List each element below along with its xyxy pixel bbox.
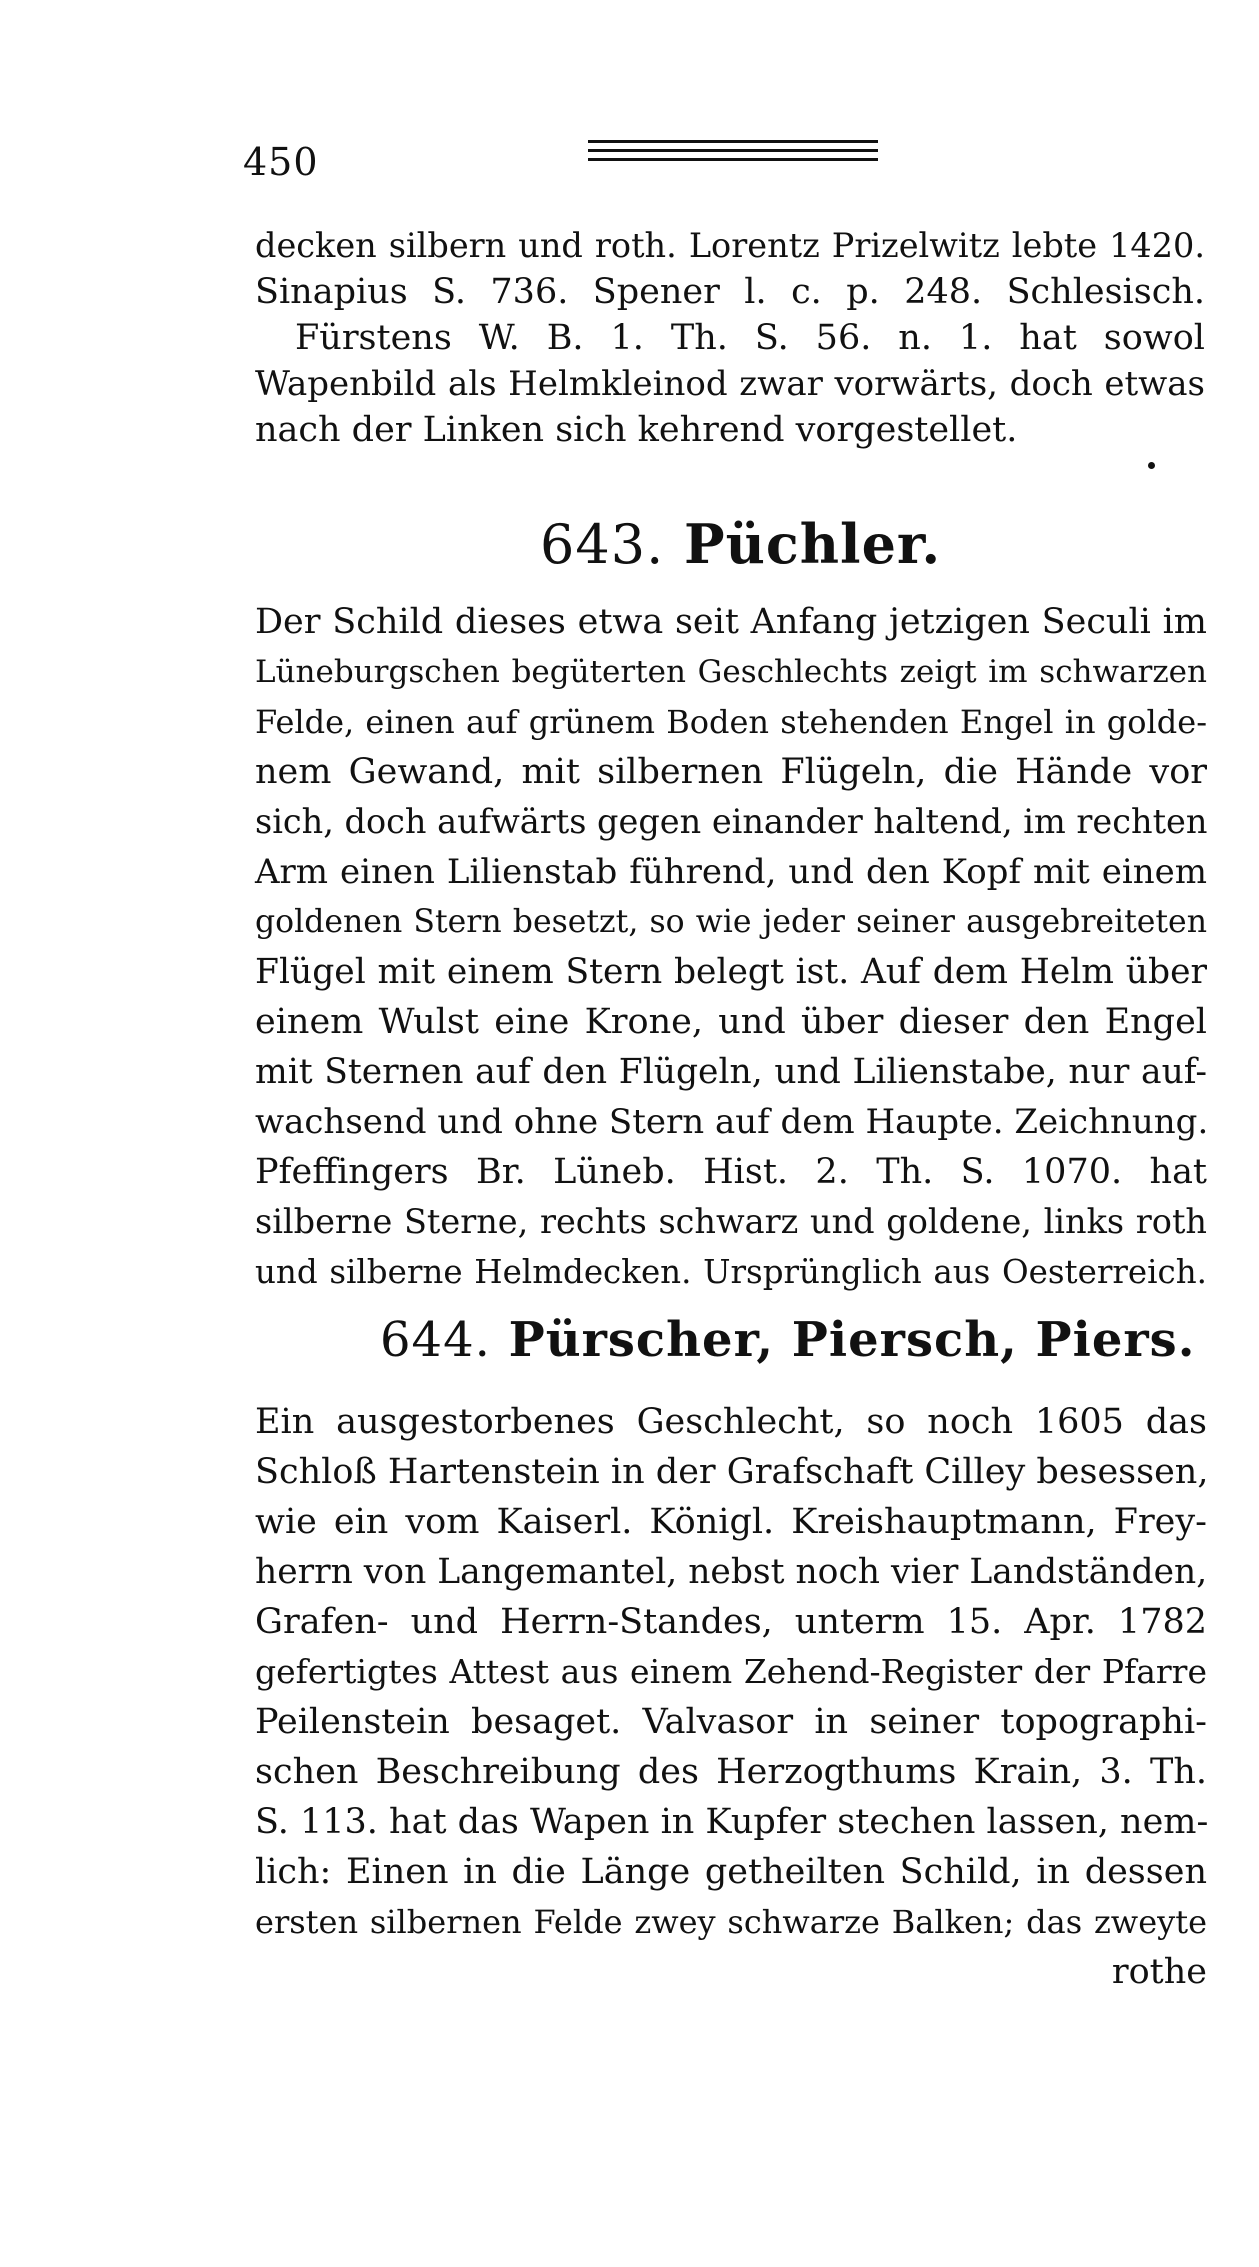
text-line: ersten silbernen Felde zwey schwarze Balken; das zweyte — [255, 1903, 1207, 1941]
text-line: mit Sternen auf den Flügeln, und Lilienstabe, nur auf- — [255, 1052, 1207, 1092]
text-line: Arm einen Lilienstab führend, und den Kopf mit einem — [255, 852, 1207, 892]
text-line: Ein ausgestorbenes Geschlecht, so noch 1605 das — [255, 1402, 1207, 1442]
page-number: 450 — [243, 140, 319, 184]
text-line: Der Schild dieses etwa seit Anfang jetzigen Seculi im — [255, 602, 1207, 642]
text-line: silberne Sterne, rechts schwarz und goldene, links roth — [255, 1202, 1207, 1241]
header-rule — [588, 158, 878, 161]
text-line: Grafen- und Herrn-Standes, unterm 15. Apr. 1782 — [255, 1602, 1207, 1642]
text-line: Lüneburgschen begüterten Geschlechts zeigt im schwarzen — [255, 654, 1207, 690]
section-heading-643 — [540, 512, 941, 576]
text-line: schen Beschreibung des Herzogthums Krain, 3. Th. — [255, 1752, 1207, 1792]
section-title: Pürscher, Piersch, Piers. — [508, 1312, 1196, 1368]
text-line: und silberne Helmdecken. Ursprünglich aus Oesterreich. — [255, 1253, 1207, 1291]
text-line: S. 113. hat das Wapen in Kupfer stechen lassen, nem- — [255, 1802, 1209, 1842]
catchword: rothe — [1111, 1952, 1207, 1992]
text-line: Felde, einen auf grünem Boden stehenden Engel in golde- — [255, 703, 1207, 741]
text-line: Schloß Hartenstein in der Grafschaft Cilley besessen, — [255, 1452, 1209, 1492]
section-number: 644. — [380, 1312, 491, 1368]
text-line: sich, doch aufwärts gegen einander haltend, im rechten — [255, 802, 1208, 841]
text-line: Pfeffingers Br. Lüneb. Hist. 2. Th. S. 1070. hat — [255, 1152, 1207, 1192]
text-line: Fürstens W. B. 1. Th. S. 56. n. 1. hat sowol — [295, 318, 1205, 358]
text-line: decken silbern und roth. Lorentz Prizelwitz lebte 1420. — [255, 226, 1205, 265]
header-rule — [588, 149, 878, 152]
text-line: Peilenstein besaget. Valvasor in seiner topographi- — [255, 1702, 1207, 1742]
text-line: nach der Linken sich kehrend vorgestellet. — [255, 410, 1018, 450]
text-line: Sinapius S. 736. Spener l. c. p. 248. Schlesisch. — [255, 272, 1205, 312]
text-line: lich: Einen in die Länge getheilten Schild, in dessen — [255, 1852, 1207, 1892]
text-line: gefertigtes Attest aus einem Zehend-Register der Pfarre — [255, 1652, 1207, 1691]
section-heading-644 — [380, 1312, 1195, 1368]
text-line: Flügel mit einem Stern belegt ist. Auf dem Helm über — [255, 952, 1207, 992]
header-rule — [588, 140, 878, 143]
text-line: wachsend und ohne Stern auf dem Haupte. Zeichnung. — [255, 1102, 1209, 1142]
text-line: goldenen Stern besetzt, so wie jeder seiner ausgebreiteten — [255, 904, 1207, 940]
text-line: wie ein vom Kaiserl. Königl. Kreishauptmann, Frey- — [255, 1502, 1207, 1542]
section-title: Püchler. — [684, 512, 942, 576]
text-line: einem Wulst eine Krone, und über dieser den Engel — [255, 1002, 1207, 1042]
text-line: nem Gewand, mit silbernen Flügeln, die Hände vor — [255, 752, 1207, 792]
section-number: 643. — [540, 513, 665, 576]
ink-speck — [1148, 462, 1155, 469]
text-line: herrn von Langemantel, nebst noch vier Landständen, — [255, 1552, 1208, 1592]
text-line: Wapenbild als Helmkleinod zwar vorwärts, doch etwas — [255, 364, 1205, 404]
